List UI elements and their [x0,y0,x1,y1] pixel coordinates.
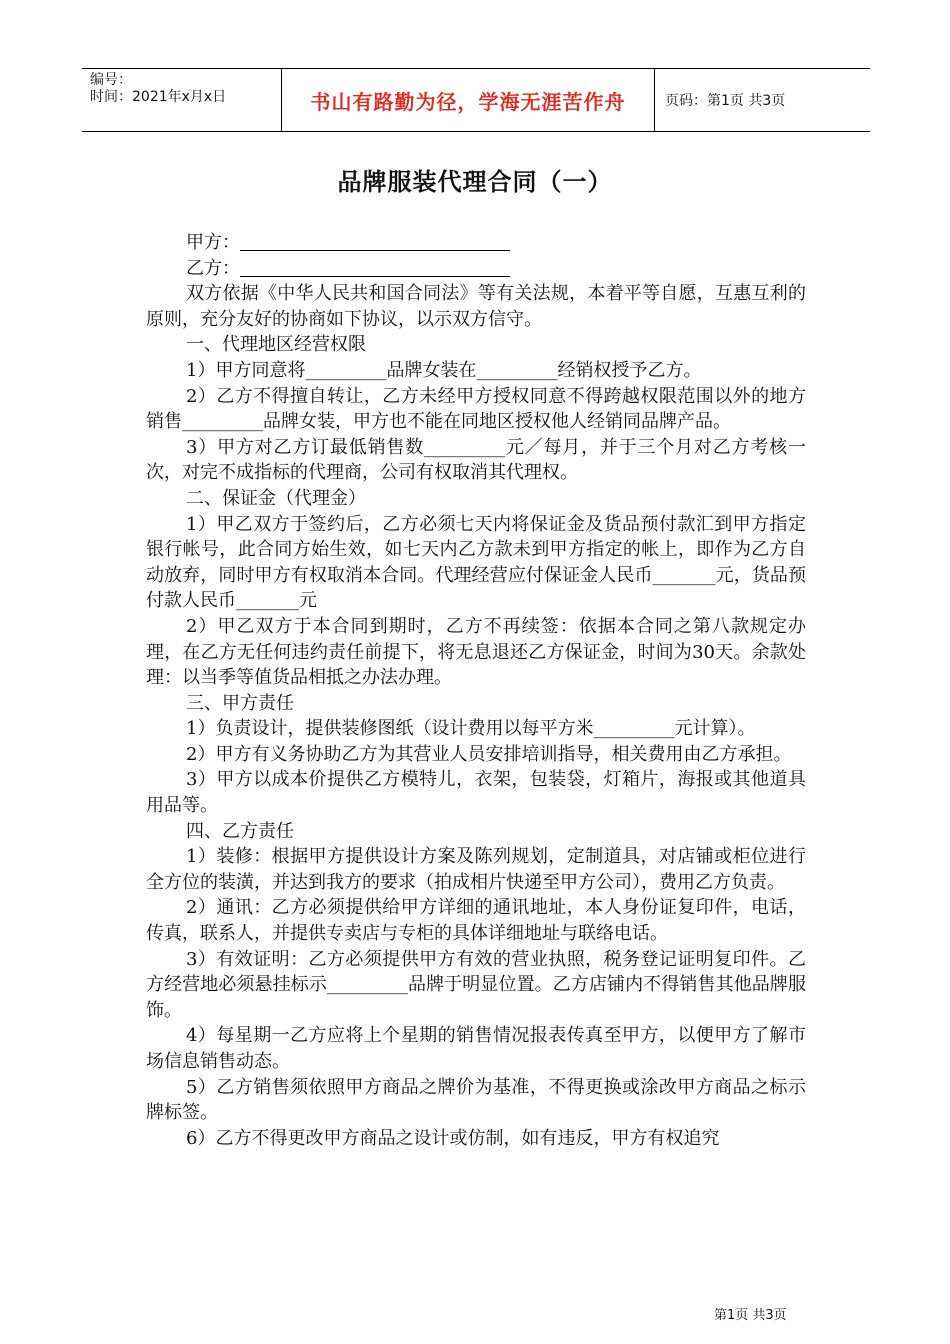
section-heading: 一、代理地区经营权限 [186,334,366,356]
page-footer: 第1页 共3页 [714,1308,787,1323]
paragraph: 2）甲乙双方于本合同到期时，乙方不再续签：依据本合同之第八款规定办理，在乙方无任何违约责任前提下，将无息退还乙方保证金，时间为30天。余款处理：以当季等值货品相抵之办法办理。 [146,615,806,689]
paragraph: 2）乙方不得擅自转让，乙方未经甲方授权同意不得跨越权限范围以外的地方销售_________品牌女装，甲方也不能在同地区授权他人经销同品牌产品。 [146,385,806,433]
party-a-label: 甲方： [186,232,240,253]
document-header [82,68,870,132]
paragraph: 1）甲方同意将_________品牌女装在_________经销权授予乙方。 [186,359,702,381]
paragraph: 3）甲方以成本价提供乙方模特儿，衣架，包装袋，灯箱片，海报或其他道具用品等。 [146,769,806,817]
section-heading: 三、甲方责任 [186,692,294,714]
number-label: 编号： [90,72,132,88]
time-label: 时间：2021年x月x日 [90,89,227,105]
document-body [146,230,806,1151]
party-b-label: 乙方： [186,257,240,279]
paragraph: 5）乙方销售须依照甲方商品之牌价为基准，不得更换或涂改甲方商品之标示牌标签。 [146,1076,806,1124]
party-b-blank [240,258,510,277]
paragraph: 4）每星期一乙方应将上个星期的销售情况报表传真至甲方，以便甲方了解市场信息销售动态。 [146,1025,806,1072]
paragraph: 1）甲乙双方于签约后，乙方必须七天内将保证金及货品预付款汇到甲方指定银行帐号，此合同方始生效，如七天内乙方款未到甲方指定的帐上，即作为乙方自动放弃，同时甲方有权取消本合同。代理经营应付保证金人民币_______元，货品预付款人民币_______元 [146,513,806,612]
paragraph: 3）有效证明：乙方必须提供甲方有效的营业执照，税务登记证明复印件。乙方经营地必须悬挂标示_________品牌于明显位置。乙方店铺内不得销售其他品牌服饰。 [146,948,806,1021]
paragraph: 1）负责设计，提供装修图纸（设计费用以每平方米_________元计算）。 [186,718,756,740]
header-info [82,69,282,131]
paragraph: 双方依据《中华人民共和国合同法》等有关法规，本着平等自愿，互惠互利的原则，充分友好的协商如下协议，以示双方信守。 [146,283,806,330]
paragraph: 1）装修：根据甲方提供设计方案及陈列规划，定制道具，对店铺或柜位进行全方位的装潢，并达到我方的要求（拍成相片快递至甲方公司），费用乙方负责。 [146,846,806,893]
paragraph: 2）甲方有义务协助乙方为其营业人员安排培训指导，相关费用由乙方承担。 [186,743,792,765]
party-b-line [146,256,806,282]
header-motto: 书山有路勤为径，学海无涯苦作舟 [282,69,655,131]
paragraph: 6）乙方不得更改甲方商品之设计或仿制，如有违反，甲方有权追究 [186,1127,720,1149]
section-heading: 二、保证金（代理金） [186,487,366,509]
paragraph: 3）甲方对乙方订最低销售数_________元／每月，并于三个月对乙方考核一次，对完不成指标的代理商，公司有权取消其代理权。 [146,436,806,484]
header-page-label: 页码：第1页 共3页 [665,93,786,109]
paragraph: 2）通讯：乙方必须提供给甲方详细的通讯地址，本人身份证复印件，电话，传真，联系人，并提供专卖店与专柜的具体详细地址与联络电话。 [146,897,806,945]
section-heading: 四、乙方责任 [186,820,294,842]
document-title: 品牌服装代理合同（一） [337,168,613,196]
party-a-line [146,230,806,256]
party-a-blank [240,232,510,251]
